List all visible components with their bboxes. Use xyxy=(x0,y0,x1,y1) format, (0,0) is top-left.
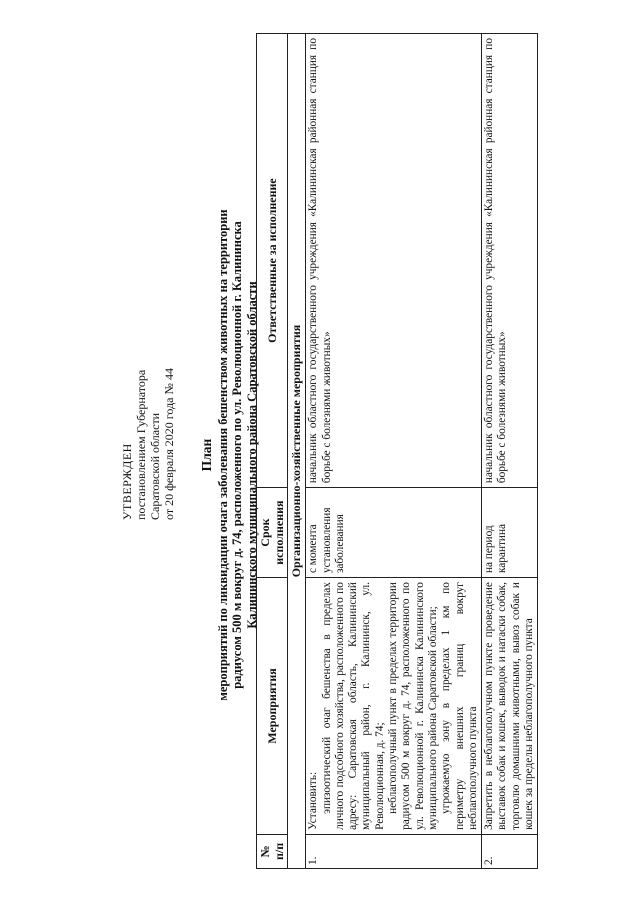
table-row xyxy=(482,34,538,869)
activity-paragraph: угрожаемую зону в пределах 1 км по периметру внешних границ вокруг неблагополучного пункта xyxy=(440,582,479,830)
table-row xyxy=(306,34,482,869)
approval-line-2: Саратовской области xyxy=(148,412,162,520)
header-num: № п/п xyxy=(257,834,288,868)
table-header-row xyxy=(257,34,288,869)
row-activity: Запретить в неблагополучном пункте проведение выставок собак и кошек, выводок и натаски собак, торговлю домашними животными, вывоз собак и кошек за пределы неблагополучного пункта xyxy=(482,578,538,835)
heading-line-1: мероприятий по ликвидации очага заболевания бешенством животных на территории xyxy=(215,209,230,701)
section-title: Организационно-хозяйственные мероприятия xyxy=(288,34,306,869)
activity-paragraph: неблагополучный пункт в пределах территории радиусом 500 м вокруг д. 74, расположенного по ул. Революционной г. Калининска Калининского муниципального района Саратовской области; xyxy=(387,582,439,830)
approval-title: УТВЕРЖДЕН xyxy=(120,443,134,520)
approval-stamp xyxy=(120,368,176,520)
header-term: Срок исполнения xyxy=(257,488,288,578)
row-num: 2. xyxy=(482,834,538,868)
row-term: на период карантина xyxy=(482,488,538,578)
activity-intro: Установить: xyxy=(307,771,320,830)
approval-line-3: от 20 февраля 2020 года № 44 xyxy=(162,368,176,520)
approval-line-1: постановлением Губернатора xyxy=(134,369,148,520)
row-num: 1. xyxy=(306,834,482,868)
row-activity xyxy=(306,578,482,835)
heading-line-2: радиусом 500 м вокруг д. 74, расположенного по ул. Революционной г. Калининска xyxy=(230,221,244,689)
heading-line-3: Калининского муниципального района Саратовской области xyxy=(244,281,259,629)
row-responsible: начальник областного государственного учреждения «Калининская районная станция по борьбе с болезнями животных» xyxy=(306,34,482,488)
header-activity: Мероприятия xyxy=(257,578,288,835)
row-responsible: начальник областного государственного учреждения «Калининская районная станция по борьбе с болезнями животных» xyxy=(482,34,538,488)
activity-paragraph: эпизоотический очаг бешенства в пределах личного подсобного хозяйства, расположенного по адресу: Саратовская область, Калининский муниципальный район, г. Калининск, ул. Революционная, д. 74; xyxy=(320,582,386,830)
section-row xyxy=(288,34,306,869)
measures-table xyxy=(256,33,538,869)
document-heading xyxy=(200,85,259,825)
row-term: с момента установления заболевания xyxy=(306,488,482,578)
heading-plan: План xyxy=(199,438,214,472)
header-responsible: Ответственные за исполнение xyxy=(257,34,288,488)
